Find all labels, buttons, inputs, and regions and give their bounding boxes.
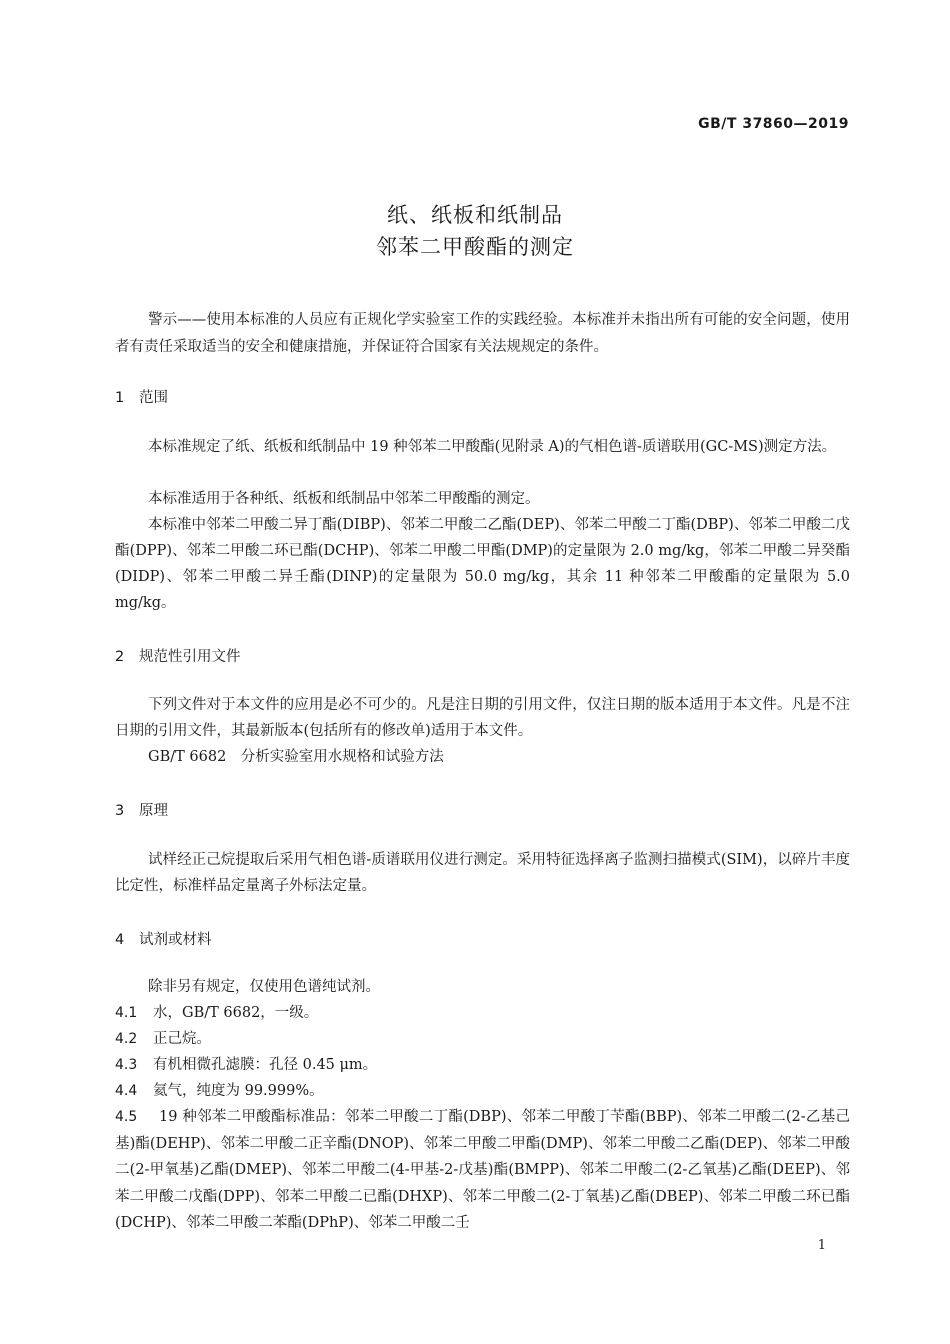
item-number: 4.4 bbox=[115, 1083, 138, 1099]
item-number: 4.3 bbox=[115, 1057, 138, 1073]
section-number: 2 bbox=[115, 649, 125, 665]
section-number: 3 bbox=[115, 803, 125, 819]
section-3-heading bbox=[115, 799, 168, 820]
document-title-line1: 纸、纸板和纸制品 bbox=[387, 203, 563, 227]
section-2-paragraph-1: 下列文件对于本文件的应用是必不可少的。凡是注日期的引用文件，仅注日期的版本适用于本文件。凡是不注日期的引用文件，其最新版本(包括所有的修改单)适用于本文件。 bbox=[115, 697, 850, 739]
item-text: 19 种邻苯二甲酸酯标准品：邻苯二甲酸二丁酯(DBP)、邻苯二甲酸丁苄酯(BBP)、邻苯二甲酸二(2-乙基己基)酯(DEHP)、邻苯二甲酸二正辛酯(DNOP)、邻苯二甲酸二甲酯(DMP)、邻苯二甲酸二乙酯(DEP)、邻苯二甲酸二(2-甲氧基)乙酯(DMEP)、邻苯二甲酸二(4-甲基-2-戊基)酯(BMPP)、邻苯二甲酸二(2-乙氧基)乙酯(DEEP)、邻苯二甲酸二戊酯(DPP)、邻苯二甲酸二已酯(DHXP)、邻苯二甲酸二(2-丁氧基)乙酯(DBEP)、邻苯二甲酸二环已酯(DCHP)、邻苯二甲酸二苯酯(DPhP)、邻苯二甲酸二壬 bbox=[115, 1109, 850, 1231]
list-item bbox=[115, 1026, 211, 1052]
section-1-paragraph-1: 本标准规定了纸、纸板和纸制品中 19 种邻苯二甲酸酯(见附录 A)的气相色谱-质谱联用(GC-MS)测定方法。 bbox=[148, 439, 837, 455]
item-text: 氦气，纯度为 99.999%。 bbox=[153, 1083, 324, 1099]
section-title: 原理 bbox=[139, 803, 168, 819]
warning-paragraph: 警示——使用本标准的人员应有正规化学实验室工作的实践经验。本标准并未指出所有可能的安全问题，使用者有责任采取适当的安全和健康措施，并保证符合国家有关法规规定的条件。 bbox=[115, 312, 850, 355]
standard-code: GB/T 37860—2019 bbox=[698, 116, 849, 132]
section-4-heading bbox=[115, 928, 212, 949]
section-1-paragraph-3: 本标准中邻苯二甲酸二异丁酯(DIBP)、邻苯二甲酸二乙酯(DEP)、邻苯二甲酸二丁酯(DBP)、邻苯二甲酸二戊酯(DPP)、邻苯二甲酸二环已酯(DCHP)、邻苯二甲酸二甲酯(DMP)的定量限为 2.0 mg/kg，邻苯二甲酸二异癸酯(DIDP)、邻苯二甲酸二异壬酯(DINP)的定量限为 50.0 mg/kg，其余 11 种邻苯二甲酸酯的定量限为 5.0 mg/kg。 bbox=[115, 517, 850, 611]
item-text: 水，GB/T 6682，一级。 bbox=[153, 1005, 319, 1021]
item-number: 4.1 bbox=[115, 1005, 138, 1021]
section-4-intro: 除非另有规定，仅使用色谱纯试剂。 bbox=[148, 979, 380, 995]
list-item bbox=[115, 1000, 318, 1026]
section-3-paragraph-1: 试样经正己烷提取后采用气相色谱-质谱联用仪进行测定。采用特征选择离子监测扫描模式(SIM)，以碎片丰度比定性，标准样品定量离子外标法定量。 bbox=[115, 852, 850, 894]
section-1-paragraph-2: 本标准适用于各种纸、纸板和纸制品中邻苯二甲酸酯的测定。 bbox=[148, 491, 540, 507]
section-title: 规范性引用文件 bbox=[139, 649, 241, 665]
section-1-heading bbox=[115, 386, 168, 407]
item-number: 4.2 bbox=[115, 1031, 138, 1047]
page-number: 1 bbox=[817, 1238, 826, 1253]
list-item bbox=[115, 1104, 850, 1237]
item-number: 4.5 bbox=[115, 1109, 138, 1125]
list-item bbox=[115, 1052, 377, 1078]
section-title: 试剂或材料 bbox=[139, 932, 212, 948]
item-text: 正己烷。 bbox=[153, 1031, 211, 1047]
section-number: 1 bbox=[115, 390, 125, 406]
item-text: 有机相微孔滤膜：孔径 0.45 μm。 bbox=[153, 1057, 378, 1073]
document-title-line2: 邻苯二甲酸酯的测定 bbox=[376, 235, 574, 259]
section-2-heading bbox=[115, 645, 241, 666]
list-item bbox=[115, 1078, 324, 1104]
section-number: 4 bbox=[115, 932, 125, 948]
normative-reference: GB/T 6682 分析实验室用水规格和试验方法 bbox=[148, 749, 444, 765]
section-title: 范围 bbox=[139, 390, 168, 406]
